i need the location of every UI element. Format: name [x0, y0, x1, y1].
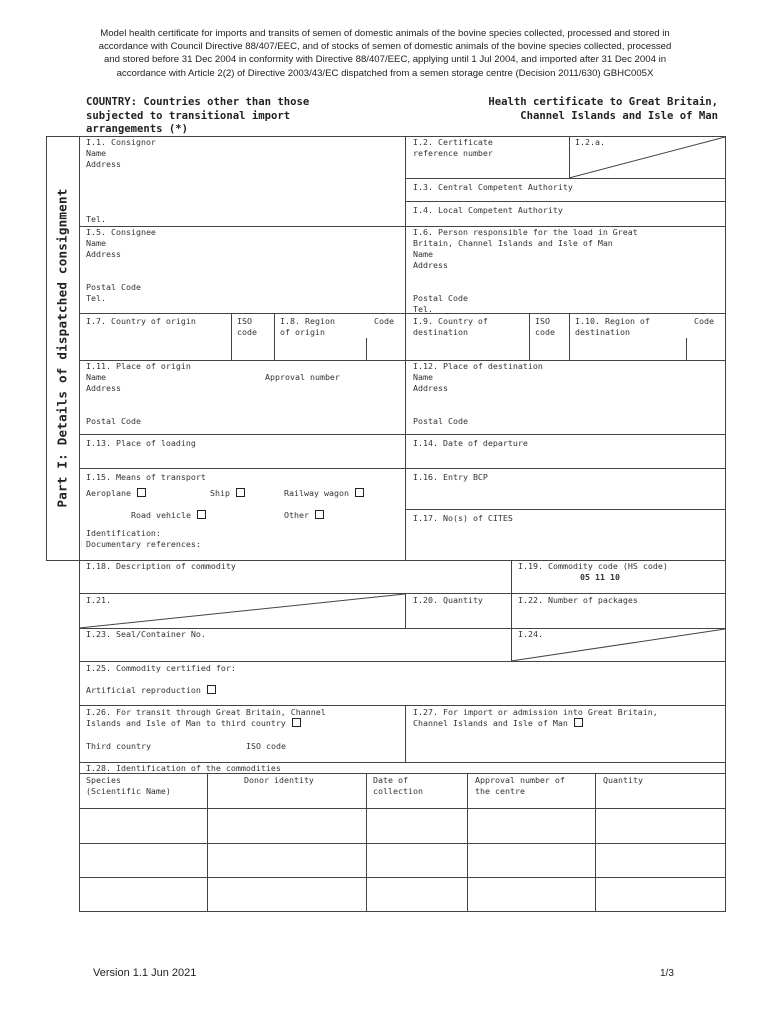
- field-label: I.9. Country of: [413, 316, 488, 326]
- field-label: the centre: [475, 786, 525, 796]
- consignor-box: [86, 137, 156, 170]
- column-header-date: [373, 775, 423, 797]
- field-label: Britain, Channel Islands and Isle of Man: [413, 238, 613, 248]
- country-line: COUNTRY: Countries other than those: [86, 96, 310, 108]
- identification-label: [86, 528, 201, 550]
- field-label: I.5. Consignee: [86, 227, 156, 237]
- seal-container-box: I.23. Seal/Container No.: [86, 629, 206, 639]
- hs-code-value: 05 11 10: [580, 572, 620, 582]
- option-label: Other: [284, 510, 309, 520]
- field-label: Channel Islands and Isle of Man: [413, 718, 568, 728]
- central-authority-box: I.3. Central Competent Authority: [413, 182, 573, 192]
- place-of-destination-box: [413, 361, 543, 394]
- aeroplane-checkbox[interactable]: [137, 488, 146, 497]
- field-label: Name: [413, 372, 433, 382]
- import-box: [413, 707, 658, 729]
- part-one-title-text: Part I: Details of dispatched consignment: [54, 188, 70, 508]
- field-label: Tel.: [413, 304, 433, 314]
- region-origin-code: Code: [374, 316, 394, 326]
- quantity-box: I.20. Quantity: [413, 595, 483, 605]
- road-vehicle-option[interactable]: [131, 510, 206, 521]
- column-header-approval: [475, 775, 565, 797]
- consignor-tel: Tel.: [86, 214, 106, 224]
- third-country-iso-label: ISO code: [246, 741, 286, 751]
- transit-checkbox[interactable]: [292, 718, 301, 727]
- number-of-packages-box: I.22. Number of packages: [518, 595, 638, 605]
- destination-iso-code: [535, 316, 555, 338]
- field-label: Address: [86, 383, 121, 393]
- field-label: I.27. For import or admission into Great Britain,: [413, 707, 658, 717]
- field-label: I.2. Certificate: [413, 137, 493, 147]
- origin-postal-code: Postal Code: [86, 416, 141, 426]
- field-label: reference number: [413, 148, 493, 158]
- certificate-reference-box: [413, 137, 493, 159]
- field-label: Documentary references:: [86, 539, 201, 549]
- heading-line: and stored before 31 Dec 2004 in conformity with Directive 88/407/EEC, applying until 1 Jul 2004, and imported after 31 Dec 2004 in: [103, 54, 667, 66]
- field-label: Name: [86, 238, 106, 248]
- page-number: 1/3: [660, 968, 674, 979]
- railway-checkbox[interactable]: [355, 488, 364, 497]
- field-label: I.10. Region of: [575, 316, 650, 326]
- country-line: arrangements (*): [86, 123, 189, 136]
- field-label: Address: [413, 383, 448, 393]
- region-of-destination-box: [575, 316, 650, 338]
- heading-line: accordance with Article 2(2) of Directive 2003/43/EC dispatched from a semen storage centre (Decision 2011/630) GBHC005X: [116, 67, 654, 79]
- field-label: I.6. Person responsible for the load in Great: [413, 227, 638, 237]
- field-label: Tel.: [86, 293, 106, 303]
- responsible-person-box: [413, 227, 638, 271]
- consignee-postal: [86, 282, 141, 304]
- field-label: Species: [86, 775, 121, 785]
- ship-checkbox[interactable]: [236, 488, 245, 497]
- field-label: Date of: [373, 775, 408, 785]
- place-of-origin-box: [86, 361, 191, 394]
- commodities-identification-title: I.28. Identification of the commodities: [86, 763, 281, 773]
- box-i24: I.24.: [518, 629, 543, 639]
- entry-bcp-box: I.16. Entry BCP: [413, 472, 488, 482]
- version-label: Version 1.1 Jun 2021: [93, 967, 197, 979]
- option-label: Railway wagon: [284, 488, 349, 498]
- option-label: Ship: [210, 488, 230, 498]
- title-line: Health certificate to Great Britain,: [488, 96, 718, 108]
- third-country-label: Third country: [86, 741, 151, 751]
- field-label: Postal Code: [413, 293, 468, 303]
- other-checkbox[interactable]: [315, 510, 324, 519]
- field-label: Name: [86, 372, 106, 382]
- destination-postal-code: Postal Code: [413, 416, 468, 426]
- certified-for-box: I.25. Commodity certified for:: [86, 663, 236, 673]
- field-label: I.26. For transit through Great Britain, Channel: [86, 707, 326, 717]
- column-header-donor: Donor identity: [244, 775, 314, 785]
- local-authority-box: I.4. Local Competent Authority: [413, 205, 563, 215]
- transit-box: [86, 707, 326, 729]
- field-label: ISO: [535, 316, 550, 326]
- consignee-box: [86, 227, 156, 260]
- commodity-code-box: I.19. Commodity code (HS code): [518, 561, 668, 571]
- field-label: I.1. Consignor: [86, 137, 156, 147]
- field-label: Postal Code: [86, 282, 141, 292]
- field-label: of origin: [280, 327, 325, 337]
- field-label: ISO: [237, 316, 252, 326]
- origin-iso-code: [237, 316, 257, 338]
- region-of-origin-box: [280, 316, 335, 338]
- responsible-person-postal: [413, 293, 468, 315]
- railway-option[interactable]: [284, 488, 364, 499]
- artificial-reproduction-option[interactable]: [86, 685, 216, 696]
- field-label: code: [237, 327, 257, 337]
- field-label: code: [535, 327, 555, 337]
- field-label: I.11. Place of origin: [86, 361, 191, 371]
- country-of-destination-box: [413, 316, 488, 338]
- title-line: Channel Islands and Isle of Man: [520, 109, 718, 122]
- field-label: Name: [413, 249, 433, 259]
- heading-line: accordance with Council Directive 88/407/EEC, and of stocks of semen of domestic animals of the bovine species collected, processed: [98, 41, 672, 53]
- field-label: destination: [575, 327, 630, 337]
- field-label: Address: [86, 249, 121, 259]
- approval-number-label: Approval number: [265, 372, 340, 382]
- place-of-loading-box: I.13. Place of loading: [86, 438, 196, 448]
- certificate-2a-box: I.2.a.: [575, 137, 605, 147]
- cites-box: I.17. No(s) of CITES: [413, 513, 513, 523]
- field-label: Identification:: [86, 528, 161, 538]
- field-label: (Scientific Name): [86, 786, 171, 796]
- field-label: collection: [373, 786, 423, 796]
- field-label: I.8. Region: [280, 316, 335, 326]
- field-label: Address: [413, 260, 448, 270]
- field-label: Address: [86, 159, 121, 169]
- column-header-quantity: Quantity: [603, 775, 643, 785]
- import-checkbox[interactable]: [574, 718, 583, 727]
- heading-line: Model health certificate for imports and transits of semen of domestic animals of the bovine species collected, processed and stored in: [100, 28, 670, 39]
- column-header-species: [86, 775, 171, 797]
- field-label: destination: [413, 327, 468, 337]
- option-label: Road vehicle: [131, 510, 191, 520]
- means-of-transport-box: I.15. Means of transport: [86, 472, 206, 482]
- artificial-reproduction-checkbox[interactable]: [207, 685, 216, 694]
- ship-option[interactable]: [210, 488, 245, 499]
- option-label: Artificial reproduction: [86, 685, 201, 695]
- commodity-description-box: I.18. Description of commodity: [86, 561, 236, 571]
- aeroplane-option[interactable]: [86, 488, 146, 499]
- field-label: I.12. Place of destination: [413, 361, 543, 371]
- country-of-origin-box: I.7. Country of origin: [86, 316, 196, 326]
- other-option[interactable]: [284, 510, 324, 521]
- box-i21: I.21.: [86, 595, 111, 605]
- field-label: Islands and Isle of Man to third country: [86, 718, 286, 728]
- option-label: Aeroplane: [86, 488, 131, 498]
- region-destination-code: Code: [694, 316, 714, 326]
- country-line: subjected to transitional import: [86, 109, 291, 122]
- date-of-departure-box: I.14. Date of departure: [413, 438, 528, 448]
- field-label: Approval number of: [475, 775, 565, 785]
- road-vehicle-checkbox[interactable]: [197, 510, 206, 519]
- field-label: Name: [86, 148, 106, 158]
